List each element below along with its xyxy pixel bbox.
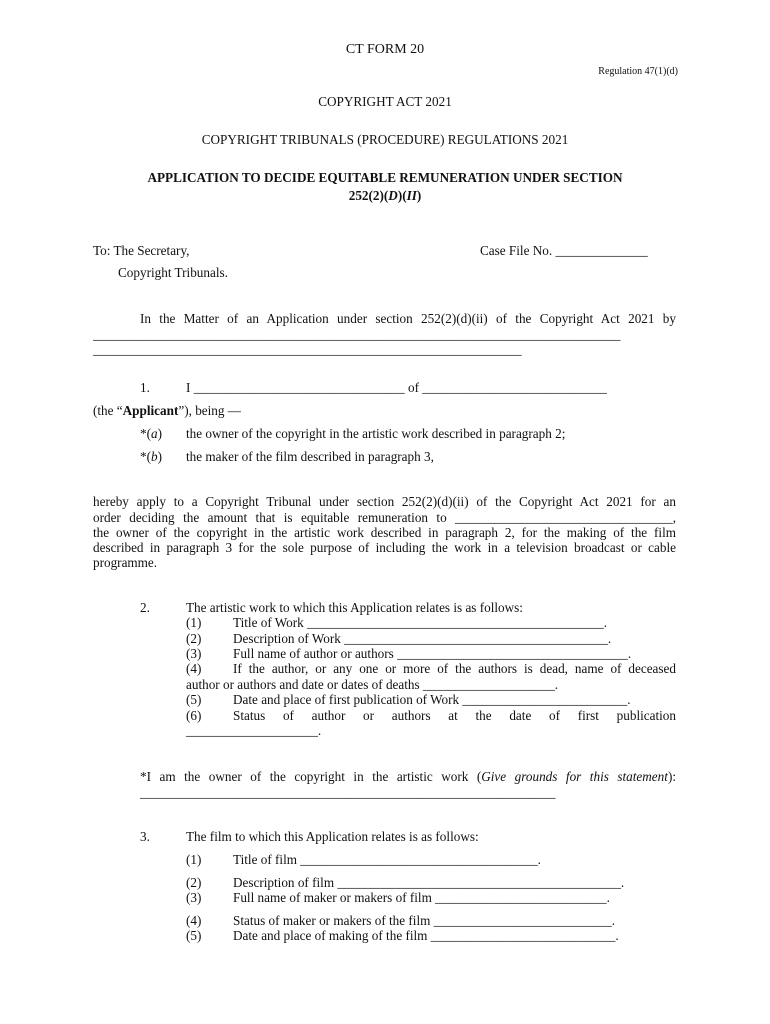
para3-item-num: (4) [186, 913, 202, 928]
regulation-reference: Regulation 47(1)(d) [598, 66, 678, 77]
para2-item-num: (6) [186, 708, 202, 723]
para3-item-num: (1) [186, 852, 202, 867]
form-title-line-1: APPLICATION TO DECIDE EQUITABLE REMUNERATION UNDER SECTION [147, 170, 623, 185]
form-title-line-2: 252(2)(D)(II) [348, 188, 422, 203]
work-title-field[interactable]: Title of Work _____________________________________________. [233, 615, 608, 630]
option-a-text[interactable]: the owner of the copyright in the artistic work described in paragraph 2; [186, 426, 566, 441]
option-a-marker: *(a) [140, 426, 162, 441]
case-file-number[interactable]: Case File No. ______________ [480, 243, 648, 258]
film-maker-name-field[interactable]: Full name of maker or makers of film __________________________. [233, 890, 610, 905]
hereby-line-1: hereby apply to a Copyright Tribunal under section 252(2)(d)(ii) of the Copyright Act 2021 for an [93, 494, 676, 509]
para2-number: 2. [140, 600, 150, 615]
film-making-date-field[interactable]: Date and place of making of the film ____________________________. [233, 928, 619, 943]
deceased-author-field-cont[interactable]: author or authors and date or dates of deaths ____________________. [186, 677, 559, 692]
regulations-title: COPYRIGHT TRIBUNALS (PROCEDURE) REGULATIONS 2021 [201, 132, 569, 147]
deceased-author-field: If the author, or any one or more of the authors is dead, name of deceased [233, 661, 676, 676]
para2-item-num: (4) [186, 661, 202, 676]
para3-number: 3. [140, 829, 150, 844]
hereby-line-3: the owner of the copyright in the artistic work described in paragraph 2, for the making of the film [93, 525, 676, 540]
author-status-field: Status of author or authors at the date of first publication [233, 708, 676, 723]
addressee: To: The Secretary, [93, 243, 190, 258]
owner-grounds-field[interactable]: _______________________________________________________________ [140, 785, 556, 800]
owner-statement: *I am the owner of the copyright in the artistic work (Give grounds for this statement): [140, 769, 676, 784]
para2-item-num: (1) [186, 615, 202, 630]
para3-item-num: (2) [186, 875, 202, 890]
addressee-organization: Copyright Tribunals. [118, 265, 228, 280]
hereby-line-4: described in paragraph 3 for the sole purpose of including the work in a television broadcast or cable [93, 540, 676, 555]
applicant-name-blank-cont[interactable]: _________________________________________________________________ [93, 342, 522, 357]
hereby-line-2[interactable]: order deciding the amount that is equitable remuneration to _________________________________, [93, 510, 676, 525]
author-name-field[interactable]: Full name of author or authors ___________________________________. [233, 646, 632, 661]
film-title-field[interactable]: Title of film ____________________________________. [233, 852, 541, 867]
para2-item-num: (5) [186, 692, 202, 707]
film-description-field[interactable]: Description of film ___________________________________________. [233, 875, 625, 890]
matter-intro: In the Matter of an Application under section 252(2)(d)(ii) of the Copyright Act 2021 by [140, 311, 676, 326]
work-description-field[interactable]: Description of Work ________________________________________. [233, 631, 612, 646]
para2-item-num: (3) [186, 646, 202, 661]
applicant-name-blank[interactable]: ________________________________________________________________________________ [93, 327, 621, 342]
option-b-text[interactable]: the maker of the film described in paragraph 3, [186, 449, 434, 464]
para3-intro: The film to which this Application relates is as follows: [186, 829, 479, 844]
para2-item-num: (2) [186, 631, 202, 646]
form-id: CT FORM 20 [345, 42, 425, 57]
first-publication-field[interactable]: Date and place of first publication of Work _________________________. [233, 692, 631, 707]
para2-intro: The artistic work to which this Application relates is as follows: [186, 600, 523, 615]
act-title: COPYRIGHT ACT 2021 [318, 94, 452, 109]
author-status-field-cont[interactable]: ____________________. [186, 723, 322, 738]
option-b-marker: *(b) [140, 449, 162, 464]
applicant-definition: (the “Applicant”), being — [93, 403, 241, 418]
para1-number: 1. [140, 380, 150, 395]
para1-name-address-blank[interactable]: I ________________________________ of ____________________________ [186, 380, 607, 395]
film-maker-status-field[interactable]: Status of maker or makers of the film ___________________________. [233, 913, 616, 928]
para3-item-num: (5) [186, 928, 202, 943]
para3-item-num: (3) [186, 890, 202, 905]
hereby-line-5: programme. [93, 555, 158, 570]
